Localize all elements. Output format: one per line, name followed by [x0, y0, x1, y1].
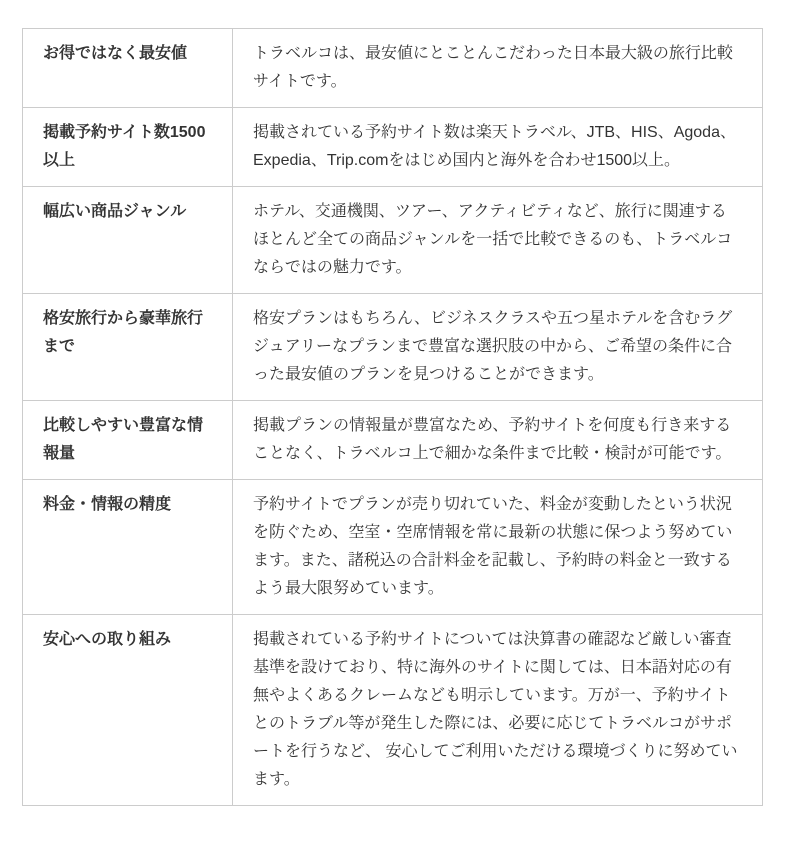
feature-title: 掲載予約サイト数1500以上: [23, 108, 233, 187]
feature-row: [23, 615, 763, 806]
feature-description: トラベルコは、最安値にとことんこだわった日本最大級の旅行比較サイトです。: [233, 29, 763, 108]
feature-row: [23, 187, 763, 294]
feature-title: 幅広い商品ジャンル: [23, 187, 233, 294]
feature-row: [23, 480, 763, 615]
feature-description: 掲載されている予約サイト数は楽天トラベル、JTB、HIS、Agoda、Expedia、Trip.comをはじめ国内と海外を合わせ1500以上。: [233, 108, 763, 187]
feature-description: ホテル、交通機関、ツアー、アクティビティなど、旅行に関連するほとんど全ての商品ジャンルを一括で比較できるのも、トラベルコならではの魅力です。: [233, 187, 763, 294]
feature-title: 比較しやすい豊富な情報量: [23, 401, 233, 480]
feature-title: 格安旅行から豪華旅行まで: [23, 294, 233, 401]
feature-description: 掲載されている予約サイトについては決算書の確認など厳しい審査基準を設けており、特に海外のサイトに関しては、日本語対応の有無やよくあるクレームなども明示しています。万が一、予約サイトとのトラブル等が発生した際には、必要に応じてトラベルコがサポートを行うなど、 安心してご利用いただける環境づくりに努めています。: [233, 615, 763, 806]
feature-row: [23, 401, 763, 480]
feature-description: 格安プランはもちろん、ビジネスクラスや五つ星ホテルを含むラグジュアリーなプランまで豊富な選択肢の中から、ご希望の条件に合った最安値のプランを見つけることができます。: [233, 294, 763, 401]
feature-title: 料金・情報の精度: [23, 480, 233, 615]
feature-title: お得ではなく最安値: [23, 29, 233, 108]
feature-title: 安心への取り組み: [23, 615, 233, 806]
feature-description: 掲載プランの情報量が豊富なため、予約サイトを何度も行き来することなく、トラベルコ上で細かな条件まで比較・検討が可能です。: [233, 401, 763, 480]
feature-description: 予約サイトでプランが売り切れていた、料金が変動したという状況を防ぐため、空室・空席情報を常に最新の状態に保つよう努めています。また、諸税込の合計料金を記載し、予約時の料金と一致するよう最大限努めています。: [233, 480, 763, 615]
feature-row: [23, 294, 763, 401]
feature-row: [23, 29, 763, 108]
features-table: [22, 28, 763, 806]
feature-row: [23, 108, 763, 187]
